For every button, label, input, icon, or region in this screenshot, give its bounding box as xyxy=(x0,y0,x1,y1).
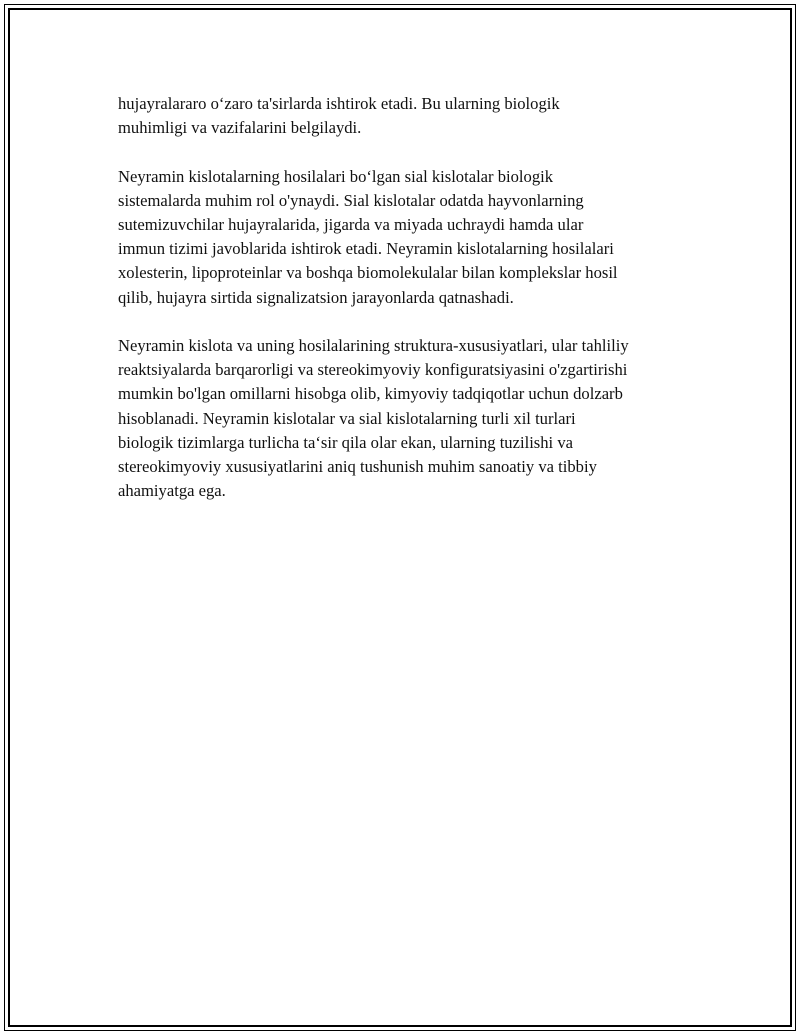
paragraph-1: hujayralararo o‘zaro ta'sirlarda ishtirok etadi. Bu ularning biologik muhimligi va vazifalarini belgilaydi. xyxy=(118,94,560,138)
paragraph-3: Neyramin kislota va uning hosilalarining struktura-xususiyatlari, ular tahliliy reaktsiyalarda barqarorligi va stereokimyoviy konfiguratsiyasini o'zgartirishi mumkin bo'lgan omillarni hisobga olib, kimyoviy tadqiqotlar uchun dolzarb hisoblanadi. Neyramin kislotalar va sial kislotalarning turli xil turlari biologik tizimlarga turlicha ta‘sir qila olar ekan, ularning tuzilishi va stereokimyoviy xususiyatlarini aniq tushunish muhim sanoatiy va tibbiy ahamiyatga ega. xyxy=(118,336,629,501)
document-body xyxy=(118,92,690,528)
paragraph-2: Neyramin kislotalarning hosilalari bo‘lgan sial kislotalar biologik sistemalarda muhim rol o'ynaydi. Sial kislotalar odatda hayvonlarning sutemizuvchilar hujayralarida, jigarda va miyada uchraydi hamda ular immun tizimi javoblarida ishtirok etadi. Neyramin kislotalarning hosilalari xolesterin, lipoproteinlar va boshqa biomolekulalar bilan komplekslar hosil qilib, hujayra sirtida signalizatsion jarayonlarda qatnashadi. xyxy=(118,166,618,307)
